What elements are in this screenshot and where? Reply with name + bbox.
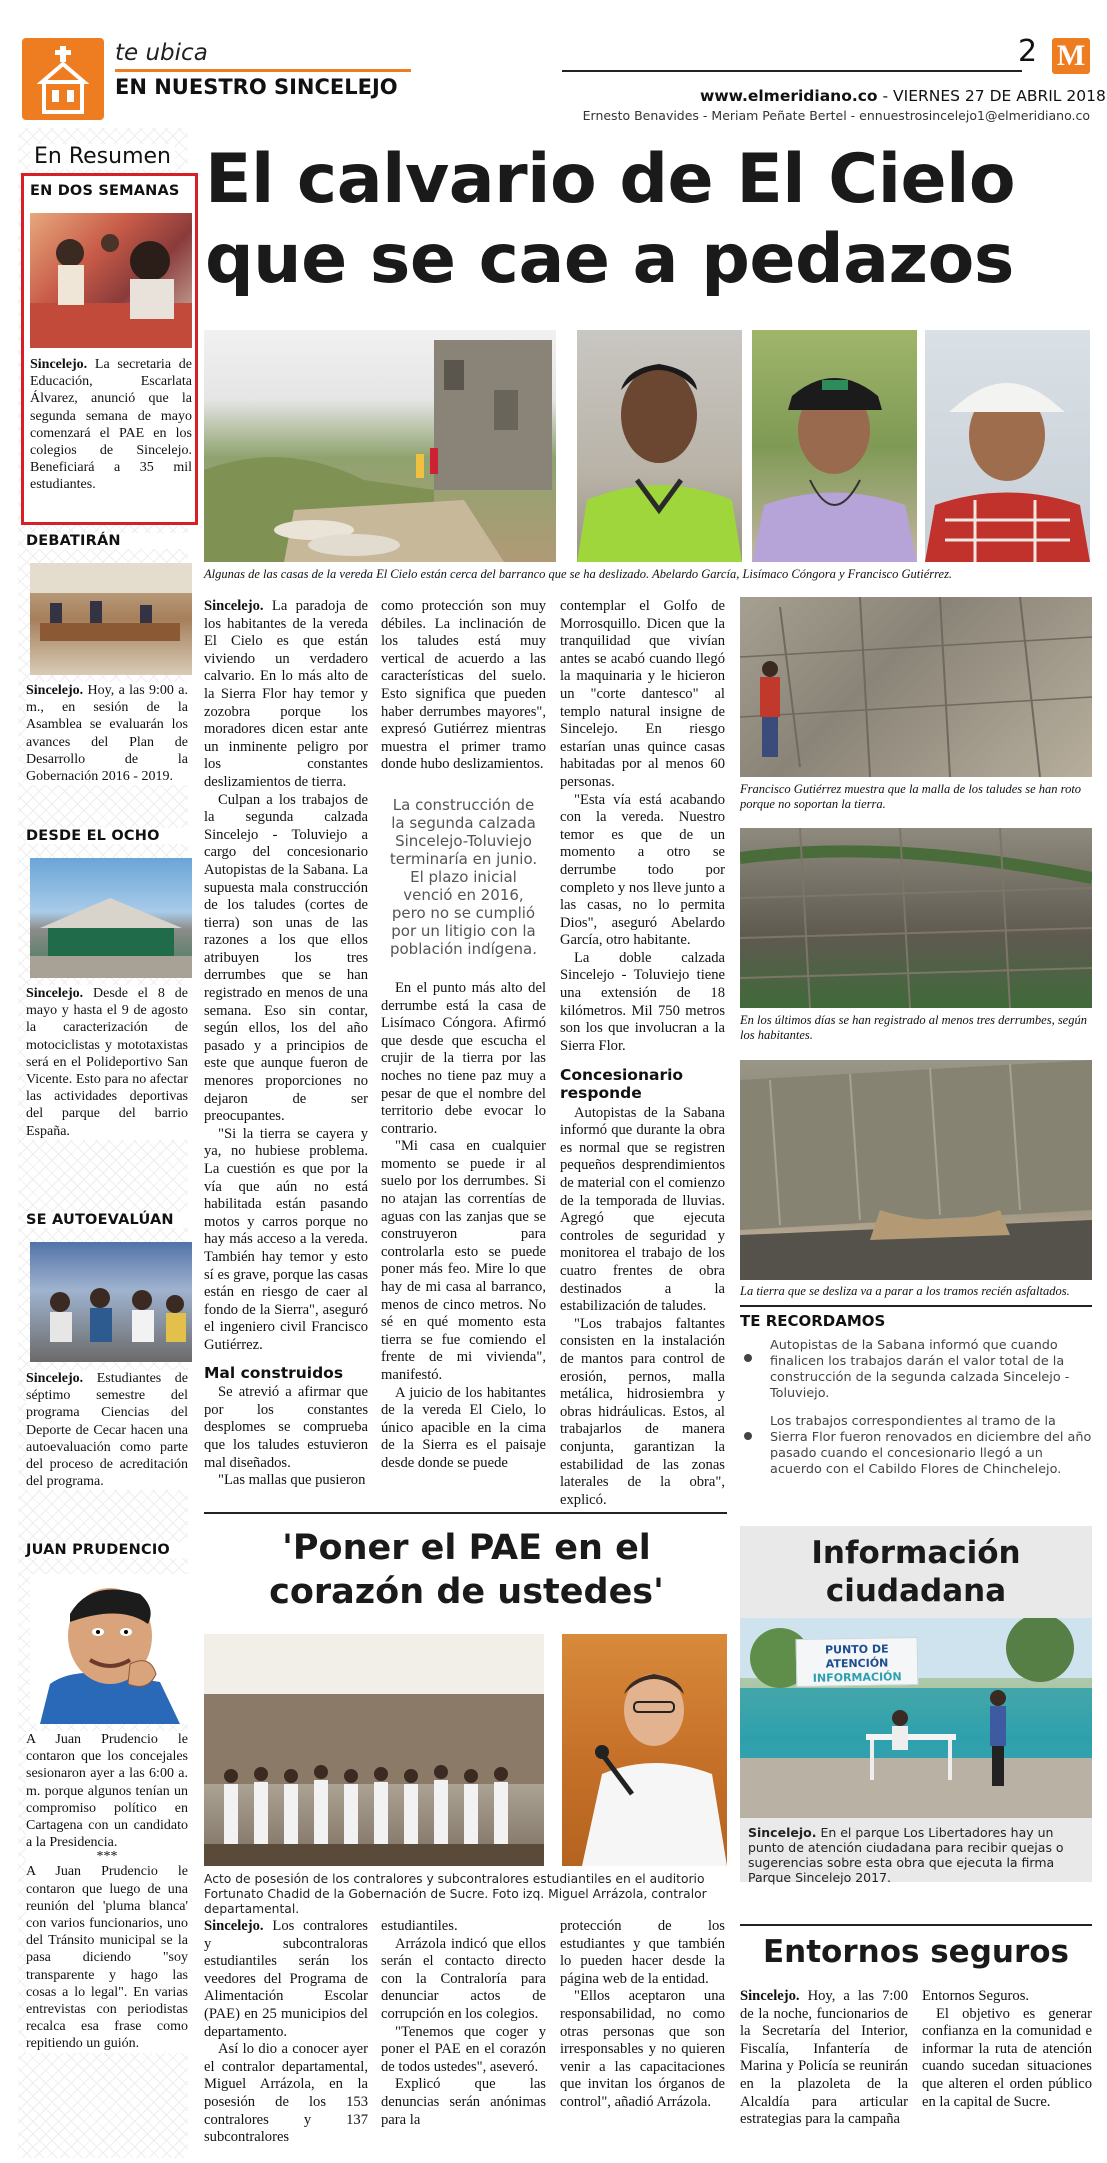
citizen-info-box bbox=[740, 1526, 1092, 1885]
section-label-bottom: EN NUESTRO SINCELEJO bbox=[115, 75, 398, 99]
houses-on-cliff-photo bbox=[204, 330, 556, 562]
logo-letter: M bbox=[1056, 39, 1086, 72]
students-eating-photo bbox=[30, 213, 192, 348]
header-rule bbox=[562, 70, 1022, 72]
pae-column-1: Sincelejo. Los contralores y subcontraloras estudiantiles serán los veedores del Programa de Alimentación Escolar (PAE) en 25 municipios del departamento. Así lo dio a conocer ayer el contralor departamental, Miguel Arrázola, en la posesión de los 153 contralores y 137 subcontralores bbox=[204, 1918, 368, 2146]
pae-column-3: protección de los estudiantes y que también lo pueden hacer desde la página web de la entidad. "Ellos aceptaron una responsabilidad, no como otras personas que son irresponsables y no quieren venir a las capacitaciones que invitan los órganos de control", añadió Arrázola. bbox=[560, 1918, 725, 2110]
newspaper-logo bbox=[1052, 38, 1090, 74]
reminder-list bbox=[740, 1338, 1092, 1478]
juan-prudencio-text: A Juan Prudencio le contaron que los concejales sesionaron ayer a las 6:00 a. m. porque algunos tenían un compromiso político en Cartagena con un candidato a la Presidencia. *** A Juan Prudencio le contaron que luego de una reunión del 'pluma blanca' con varios funcionarios, uno del Tránsito municipal se la pasa diciendo "soy transparente y hago las cosas a lo legal". En varias entrevistas con periodistas recalca esa frase como repitiendo un guión. bbox=[26, 1732, 188, 2052]
asphalt-landslide-photo bbox=[740, 1060, 1092, 1280]
assembly-room-photo bbox=[30, 563, 192, 675]
info-box-caption: Sincelejo. En el parque Los Libertadores hay un punto de atención ciudadana para recibir quejas o sugerencias sobre esta obra que ejecuta la firma Parque Sincelejo 2017. bbox=[748, 1825, 1064, 1885]
sidebar-heading: DESDE EL OCHO bbox=[26, 828, 160, 844]
page-number: 2 bbox=[1018, 34, 1038, 69]
entornos-headline: Entornos seguros bbox=[762, 1934, 1070, 1970]
reminder-title: TE RECORDAMOS bbox=[740, 1312, 886, 1330]
subhead-mal-construidos: Mal construidos bbox=[204, 1363, 344, 1382]
broken-mesh-slope-photo bbox=[740, 597, 1092, 777]
auditorium-ceremony-photo bbox=[204, 1634, 544, 1866]
sidebar-heading: SE AUTOEVALÚAN bbox=[26, 1212, 174, 1228]
cartoon-character-illustration bbox=[30, 1574, 192, 1724]
reminder-item: Autopistas de la Sabana informó que cuando finalicen los trabajos darán el valor total de la construcción de la segunda calzada Sincelejo - Toluviejo. bbox=[740, 1338, 1092, 1402]
photo-caption-3: La tierra que se desliza va a parar a los tramos recién asfaltados. bbox=[740, 1284, 1070, 1298]
top-photo-caption: Algunas de las casas de la vereda El Cielo están cerca del barranco que se ha deslizado. Abelardo García, Lisímaco Cóngora y Francisco Gutiérrez. bbox=[204, 567, 953, 581]
pull-quote: La construcción de la segunda calzada Sincelejo-Toluviejo terminaría en junio. El plazo inicial venció en 2016, pero no se cumplió por un litigio con la población indígena. bbox=[389, 795, 538, 958]
subhead-concesionario: Concesionario responde bbox=[560, 1066, 684, 1103]
publish-date: - VIERNES 27 DE ABRIL 2018 bbox=[882, 87, 1106, 105]
section-label-top: te ubica bbox=[115, 40, 208, 66]
church-icon bbox=[22, 38, 104, 120]
landslide-mesh-photo bbox=[740, 828, 1092, 1008]
pae-column-2: estudiantiles. Arrázola indicó que ellos serán el contacto directo con la Contraloría para denunciar actos de corrupción en los colegios. "Tenemos que coger y poner el PAE en el corazón de todos ustedes", aseveró. Explicó que las denuncias serán anónimas para la bbox=[381, 1918, 546, 2128]
sports-center-photo bbox=[30, 858, 192, 978]
francisco-gutierrez-portrait bbox=[925, 330, 1090, 562]
masthead bbox=[0, 0, 1107, 128]
sidebar-heading: DEBATIRÁN bbox=[26, 533, 121, 549]
website-link[interactable]: www.elmeridiano.co bbox=[700, 87, 878, 105]
main-story-column-3: contemplar el Golfo de Morrosquillo. Dicen que la tranquilidad que vivían antes se acabó cuando llegó la maquinaria y le hicieron un "corte dantesco" al templo natural insigne de Sincelejo. En riesgo estarían unas quince casas habitadas por al menos 60 personas. "Esta vía está acabando con la vereda. Nuestro temor es que de un momento a otro se derrumbe todo por completo y nos lleve junto a las casas, no lo permita Dios", aseguró Abelardo García, otro habitante. La doble calzada Sincelejo - Toluviejo tiene una extensión de 18 kilómetros. Mil 750 metros son los que involucran a la Sierra Flor. Concesionario responde Autopistas de la Sabana informó que durante la obra es normal que se registren pequeños desprendimientos de material con el comienzo de la temporada de lluvias. Agregó que ejecuta controles de seguridad y monitorea el trabajo de los cuatro frentes de obra destinados a la estabilización de taludes. "Los trabajos faltantes consisten en la instalación de mantos para control de erosión, pernos, malla metálica, hidrosiembra y obras hidráulicas. Estos, al trabajarlos de manera conjunta, garantizan la estabilidad de las zonas laterales de la obra", explicó. bbox=[560, 598, 725, 1508]
sidebar-title: En Resumen bbox=[30, 144, 175, 169]
pae-headline: 'Poner el PAE en el corazón de ustedes' bbox=[269, 1528, 664, 1612]
sidebar-heading: EN DOS SEMANAS bbox=[30, 183, 180, 199]
section-divider-rule bbox=[204, 1512, 727, 1514]
section-divider bbox=[115, 69, 411, 72]
bullet-icon bbox=[744, 1432, 752, 1440]
reminder-rule bbox=[740, 1305, 1092, 1307]
credits-line: Ernesto Benavides - Meriam Peñate Bertel - ennuestrosincelejo1@elmeridiano.co bbox=[582, 108, 1090, 123]
photo-caption-1: Francisco Gutiérrez muestra que la malla de los taludes se han roto porque no soportan la tierra. bbox=[740, 782, 1082, 811]
entornos-column-1: Sincelejo. Hoy, a las 7:00 de la noche, funcionarios de la Secretaría del Interior, Fiscalía, Infantería de Marina y Policía se reunirán en la plazoleta de la Alcaldía para articular estrategias para la campaña bbox=[740, 1988, 908, 2128]
main-story-column-2: como protección son muy débiles. La inclinación de los taludes está muy vertical de acuerdo a las características del suelo. Esto significa que pueden haber derrumbes mayores", expresó Gutiérrez mientras muestra el primer tramo donde hubo deslizamientos. La construcción de la segunda calzada Sincelejo-Toluviejo terminaría en junio. El plazo inicial venció en 2016, pero no se cumplió por un litigio con la población indígena. En el punto más alto del derrumbe está la casa de Lisímaco Cóngora. Afirmó que desde que escucha el crujir de la tierra por las noches no tiene paz muy a pesar de que el nombre del territorio debe evocar lo contrario. "Mi casa en cualquier momento se puede ir al suelo por los derrumbes. Si no atajan las correntías de aguas con las zanjas que se construyeron para controlarla esto se puede poner más feo. Mire lo que hay de mi casa al barranco, menos de cinco metros. No sé en qué momento esta tierra se fue comiendo el frente de mi vivienda", manifestó. A juicio de los habitantes de la vereda El Cielo, lo único apacible en la cima de la Sierra es el paisaje desde donde se puede bbox=[381, 598, 546, 1471]
sidebar-heading: JUAN PRUDENCIO bbox=[26, 1542, 170, 1558]
sidebar-item-text: Sincelejo. Estudiantes de séptimo semestre del programa Ciencias del Deporte de Cecar hacen una autoevaluación como parte del proceso de acreditación del programa. bbox=[26, 1371, 188, 1490]
photo-caption-2: En los últimos días se han registrado al menos tres derrumbes, según los habitantes. bbox=[740, 1013, 1087, 1042]
comptroller-speaking-photo bbox=[562, 1634, 727, 1866]
main-headline: El calvario de El Cielo que se cae a pedazos bbox=[205, 140, 1016, 299]
dateline bbox=[700, 87, 1106, 105]
entornos-column-2: Entornos Seguros. El objetivo es generar confianza en la comunidad e informar la ruta de atención cuando sucedan situaciones que alteren el orden público en la capital de Sucre. bbox=[922, 1988, 1092, 2110]
lisimaco-congora-portrait bbox=[752, 330, 917, 562]
students-group-photo bbox=[30, 1242, 192, 1362]
sidebar-item-text: Sincelejo. Desde el 8 de mayo y hasta el 9 de agosto la caracterización de motociclistas y mototaxistas será en el Polideportivo San Vicente. Esto para no afectar las actividades deportivas del parque del barrio España. bbox=[26, 986, 188, 1139]
bullet-icon bbox=[744, 1354, 752, 1362]
pae-photo-caption: Acto de posesión de los contralores y subcontralores estudiantiles en el auditorio Fortunato Chadid de la Gobernación de Sucre. Foto izq. Miguel Arrázola, contralor departamental. bbox=[204, 1872, 707, 1916]
entornos-rule bbox=[740, 1924, 1092, 1926]
attention-banner: PUNTO DE ATENCIÓN INFORMACIÓN bbox=[796, 1637, 919, 1687]
summary-sidebar bbox=[18, 128, 192, 2158]
main-story-column-1: Sincelejo. La paradoja de los habitantes de la vereda El Cielo es que están viviendo un verdadero calvario. En lo más alto de la Sierra Flor hay temor y zozobra porque los moradores dicen estar ante un inminente peligro por los constantes deslizamientos de tierra. Culpan a los trabajos de la segunda calzada Sincelejo - Toluviejo a cargo del concesionario Autopistas de la Sabana. La supuesta mala construcción de los taludes (cortes de tierra) son unas de las razones a los que ellos atribuyen los tres derrumbes que se han registrado en menos de una semana. Eso sin contar, según ellos, los del año pasado y a principios de este que aunque fueron de menores proporciones no dejaron de ser preocupantes. "Si la tierra se cayera y ya, no hubiese problema. La cuestión es que por la vía que aún no está habilitada están pasando motos y carros porque no hay más acceso a la vereda. También hay temor y esto sí es grave, porque las casas están en riesgo de caer al fondo de la Sierra", aseguró el ingeniero civil Francisco Gutiérrez. Mal construidos Se atrevió a afirmar que por los constantes desplomes se comprueba que los taludes estuvieron mal diseñados. "Las mallas que pusieron bbox=[204, 598, 368, 1489]
sidebar-item-text: Sincelejo. La secretaria de Educación, Escarlata Álvarez, anunció que la segunda semana de mayo comenzará el PAE en los colegios de Sincelejo. Beneficiará a 35 mil estudiantes. bbox=[30, 357, 192, 493]
info-box-title: Información ciudadana bbox=[811, 1535, 1021, 1609]
sidebar-item-text: Sincelejo. Hoy, a las 9:00 a. m., en sesión de la Asamblea se evaluarán los avances del Plan de Desarrollo de la Gobernación 2016 - 2019. bbox=[26, 683, 188, 785]
abelardo-garcia-portrait bbox=[577, 330, 742, 562]
reminder-item: Los trabajos correspondientes al tramo de la Sierra Flor fueron renovados en diciembre del año pasado cuando el concesionario llegó a un acuerdo con el Cabildo Flores de Chinchelejo. bbox=[740, 1414, 1092, 1478]
attention-point-photo bbox=[740, 1618, 1092, 1818]
